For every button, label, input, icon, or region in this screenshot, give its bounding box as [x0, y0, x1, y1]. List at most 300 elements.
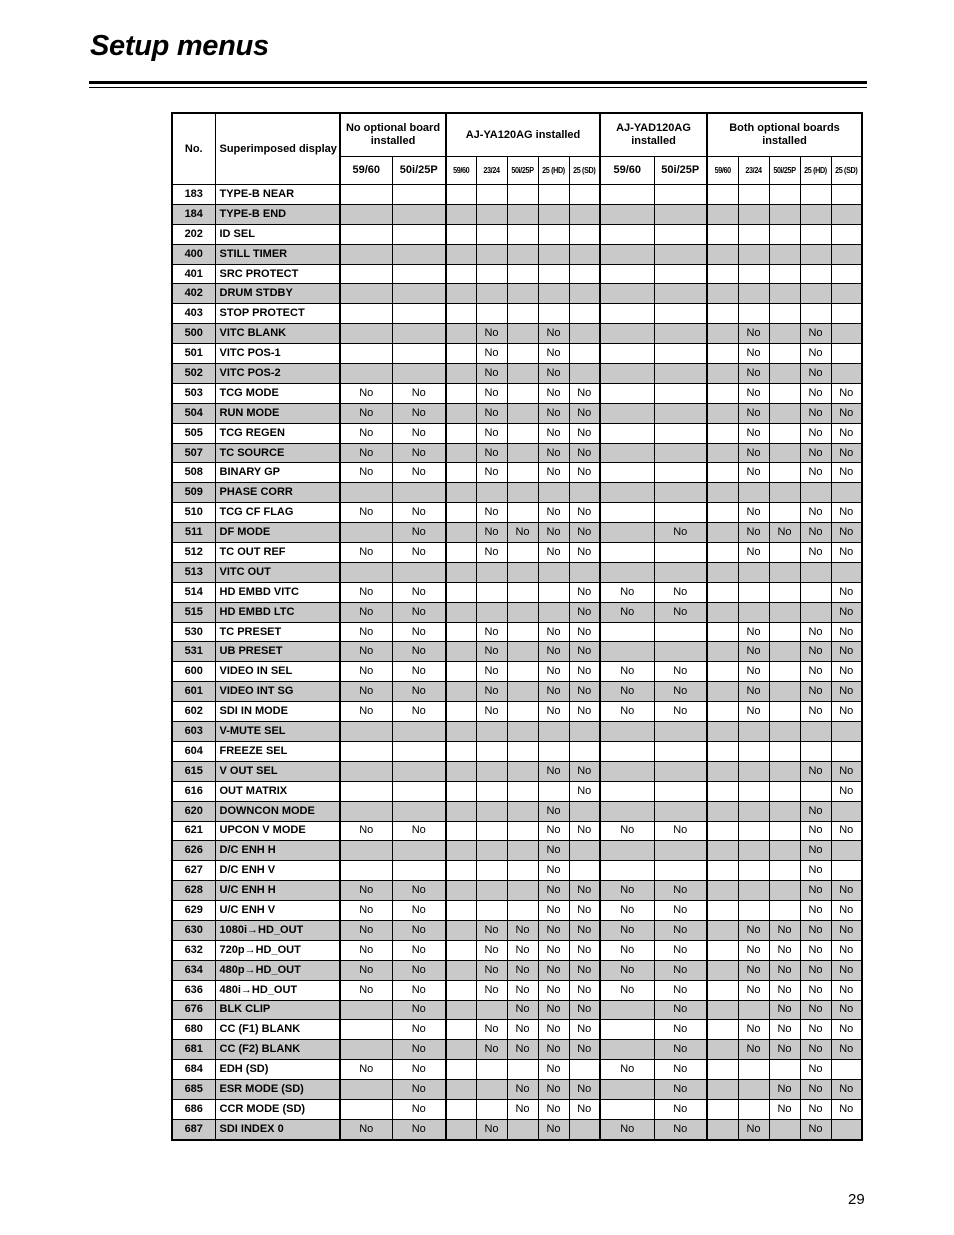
availability-cell — [476, 1080, 507, 1100]
availability-cell: No — [654, 1119, 707, 1139]
menu-item-name: ID SEL — [215, 224, 340, 244]
availability-cell — [569, 224, 600, 244]
availability-cell — [392, 185, 446, 205]
availability-cell: No — [831, 602, 862, 622]
availability-cell: No — [507, 1000, 538, 1020]
availability-cell — [446, 244, 476, 264]
menu-item-name: OUT MATRIX — [215, 781, 340, 801]
menu-number: 620 — [172, 801, 215, 821]
menu-item-name: BLK CLIP — [215, 1000, 340, 1020]
availability-cell — [738, 722, 769, 742]
availability-cell — [654, 224, 707, 244]
availability-cell: No — [507, 940, 538, 960]
availability-cell: No — [800, 920, 831, 940]
availability-cell — [769, 503, 800, 523]
availability-cell — [707, 1060, 738, 1080]
availability-cell — [738, 841, 769, 861]
availability-cell: No — [769, 1000, 800, 1020]
availability-cell — [392, 244, 446, 264]
availability-cell: No — [340, 443, 392, 463]
availability-cell — [738, 901, 769, 921]
menu-number: 507 — [172, 443, 215, 463]
menu-item-name: TCG REGEN — [215, 423, 340, 443]
menu-number: 621 — [172, 821, 215, 841]
availability-cell — [569, 722, 600, 742]
availability-cell: No — [538, 1119, 569, 1139]
menu-number: 502 — [172, 364, 215, 384]
availability-cell: No — [340, 702, 392, 722]
availability-cell — [507, 622, 538, 642]
menu-item-name: ESR MODE (SD) — [215, 1080, 340, 1100]
availability-cell: No — [340, 403, 392, 423]
availability-cell — [569, 801, 600, 821]
availability-cell — [769, 761, 800, 781]
menu-number: 508 — [172, 463, 215, 483]
availability-cell: No — [654, 821, 707, 841]
availability-cell — [707, 702, 738, 722]
availability-cell: No — [538, 801, 569, 821]
availability-cell: No — [340, 920, 392, 940]
availability-cell: No — [538, 662, 569, 682]
availability-cell: No — [569, 940, 600, 960]
availability-cell: No — [800, 841, 831, 861]
menu-number: 680 — [172, 1020, 215, 1040]
header-sub-8: 59/60 — [600, 157, 654, 185]
availability-cell — [569, 841, 600, 861]
menu-item-name: D/C ENH H — [215, 841, 340, 861]
menu-item-name: VITC OUT — [215, 562, 340, 582]
availability-cell — [831, 841, 862, 861]
table-row — [172, 562, 862, 582]
menu-number: 685 — [172, 1080, 215, 1100]
menu-item-name: VITC POS-1 — [215, 344, 340, 364]
availability-cell: No — [800, 901, 831, 921]
availability-cell: No — [800, 960, 831, 980]
availability-cell: No — [340, 960, 392, 980]
availability-cell — [507, 1060, 538, 1080]
menu-item-name: CC (F2) BLANK — [215, 1040, 340, 1060]
availability-cell — [507, 383, 538, 403]
availability-cell — [800, 582, 831, 602]
menu-number: 602 — [172, 702, 215, 722]
availability-cell: No — [340, 642, 392, 662]
availability-cell: No — [476, 443, 507, 463]
table-row — [172, 185, 862, 205]
availability-cell — [507, 423, 538, 443]
availability-cell — [707, 1020, 738, 1040]
menu-number: 403 — [172, 304, 215, 324]
availability-cell — [446, 1000, 476, 1020]
availability-cell — [831, 722, 862, 742]
availability-cell — [476, 1000, 507, 1020]
availability-cell — [446, 841, 476, 861]
availability-cell — [507, 304, 538, 324]
availability-cell: No — [392, 662, 446, 682]
availability-cell: No — [600, 960, 654, 980]
availability-cell: No — [538, 463, 569, 483]
availability-cell — [707, 324, 738, 344]
menu-number: 632 — [172, 940, 215, 960]
availability-cell: No — [476, 1020, 507, 1040]
availability-cell — [446, 901, 476, 921]
availability-cell — [340, 861, 392, 881]
availability-cell — [538, 284, 569, 304]
availability-cell — [707, 722, 738, 742]
table-row — [172, 204, 862, 224]
availability-cell: No — [738, 383, 769, 403]
availability-cell — [476, 483, 507, 503]
availability-cell — [340, 483, 392, 503]
availability-cell — [769, 622, 800, 642]
availability-cell: No — [392, 960, 446, 980]
availability-cell: No — [831, 423, 862, 443]
availability-cell: No — [476, 403, 507, 423]
title-rule-thick — [89, 81, 867, 84]
availability-cell — [654, 642, 707, 662]
availability-cell — [538, 602, 569, 622]
availability-cell — [507, 841, 538, 861]
menu-number: 603 — [172, 722, 215, 742]
availability-cell — [600, 1000, 654, 1020]
availability-cell: No — [831, 1099, 862, 1119]
availability-cell — [707, 662, 738, 682]
table-row — [172, 344, 862, 364]
availability-cell: No — [392, 642, 446, 662]
availability-cell: No — [392, 1040, 446, 1060]
availability-cell — [600, 562, 654, 582]
availability-cell — [654, 741, 707, 761]
availability-cell — [507, 204, 538, 224]
table-header — [172, 113, 862, 185]
availability-cell: No — [569, 761, 600, 781]
availability-cell: No — [392, 980, 446, 1000]
availability-cell — [831, 741, 862, 761]
availability-cell: No — [538, 1000, 569, 1020]
availability-cell — [446, 264, 476, 284]
availability-cell — [446, 662, 476, 682]
availability-cell — [569, 185, 600, 205]
table-row — [172, 602, 862, 622]
availability-cell — [507, 702, 538, 722]
availability-cell — [654, 344, 707, 364]
availability-cell: No — [569, 1020, 600, 1040]
availability-cell — [507, 403, 538, 423]
availability-cell — [446, 543, 476, 563]
availability-cell — [831, 1060, 862, 1080]
availability-cell — [446, 642, 476, 662]
availability-cell — [800, 483, 831, 503]
availability-cell: No — [831, 702, 862, 722]
availability-cell — [446, 383, 476, 403]
availability-cell — [569, 264, 600, 284]
availability-cell: No — [654, 662, 707, 682]
availability-cell: No — [476, 463, 507, 483]
availability-cell — [769, 204, 800, 224]
availability-cell — [538, 781, 569, 801]
table-row — [172, 622, 862, 642]
availability-cell — [769, 722, 800, 742]
availability-cell — [707, 821, 738, 841]
availability-cell — [340, 761, 392, 781]
availability-cell — [769, 821, 800, 841]
availability-cell — [340, 264, 392, 284]
availability-cell: No — [800, 881, 831, 901]
availability-cell — [340, 244, 392, 264]
availability-cell — [600, 1080, 654, 1100]
availability-cell — [707, 642, 738, 662]
availability-cell — [769, 463, 800, 483]
availability-cell — [446, 324, 476, 344]
availability-cell — [446, 1099, 476, 1119]
menu-number: 628 — [172, 881, 215, 901]
availability-cell — [569, 1060, 600, 1080]
menu-number: 400 — [172, 244, 215, 264]
availability-cell — [476, 761, 507, 781]
availability-cell — [446, 224, 476, 244]
availability-cell: No — [538, 344, 569, 364]
availability-cell — [738, 821, 769, 841]
table-row — [172, 224, 862, 244]
availability-cell: No — [800, 443, 831, 463]
availability-cell: No — [800, 940, 831, 960]
availability-cell — [538, 304, 569, 324]
menu-item-name: D/C ENH V — [215, 861, 340, 881]
availability-cell: No — [800, 1040, 831, 1060]
availability-cell: No — [538, 1040, 569, 1060]
availability-cell: No — [569, 901, 600, 921]
availability-cell — [600, 364, 654, 384]
menu-number: 501 — [172, 344, 215, 364]
menu-number: 627 — [172, 861, 215, 881]
availability-cell: No — [538, 881, 569, 901]
availability-cell: No — [476, 383, 507, 403]
availability-cell: No — [831, 1000, 862, 1020]
availability-cell: No — [831, 960, 862, 980]
availability-cell: No — [476, 1119, 507, 1139]
header-sub-10: 59/60 — [709, 157, 737, 185]
availability-cell — [654, 483, 707, 503]
availability-cell: No — [569, 1099, 600, 1119]
availability-cell — [476, 1099, 507, 1119]
availability-cell — [738, 602, 769, 622]
availability-cell: No — [340, 821, 392, 841]
availability-cell — [507, 324, 538, 344]
availability-cell: No — [738, 1119, 769, 1139]
table-row — [172, 463, 862, 483]
availability-cell: No — [800, 761, 831, 781]
availability-cell: No — [831, 1040, 862, 1060]
menu-item-name: HD EMBD LTC — [215, 602, 340, 622]
availability-cell: No — [738, 423, 769, 443]
availability-cell — [600, 423, 654, 443]
availability-cell: No — [538, 761, 569, 781]
availability-cell: No — [600, 682, 654, 702]
availability-cell: No — [600, 940, 654, 960]
availability-cell: No — [392, 920, 446, 940]
availability-cell — [654, 722, 707, 742]
availability-cell — [340, 1020, 392, 1040]
availability-cell — [769, 364, 800, 384]
availability-cell: No — [738, 1040, 769, 1060]
availability-cell: No — [738, 443, 769, 463]
availability-cell: No — [738, 960, 769, 980]
availability-cell: No — [738, 1020, 769, 1040]
table-row — [172, 940, 862, 960]
table-row — [172, 861, 862, 881]
availability-cell: No — [569, 443, 600, 463]
availability-cell — [769, 264, 800, 284]
availability-cell — [340, 1040, 392, 1060]
availability-cell: No — [654, 980, 707, 1000]
availability-cell — [446, 1060, 476, 1080]
availability-cell — [769, 801, 800, 821]
availability-cell: No — [476, 364, 507, 384]
availability-cell — [654, 543, 707, 563]
availability-cell: No — [538, 841, 569, 861]
menu-item-name: CCR MODE (SD) — [215, 1099, 340, 1119]
menu-item-name: VIDEO INT SG — [215, 682, 340, 702]
availability-cell — [707, 682, 738, 702]
availability-cell: No — [392, 901, 446, 921]
availability-cell: No — [800, 543, 831, 563]
availability-cell: No — [831, 901, 862, 921]
availability-cell: No — [800, 1099, 831, 1119]
availability-cell — [392, 781, 446, 801]
availability-cell — [654, 423, 707, 443]
availability-cell — [446, 881, 476, 901]
availability-cell: No — [800, 821, 831, 841]
availability-cell — [600, 403, 654, 423]
menu-item-name: TCG CF FLAG — [215, 503, 340, 523]
availability-cell — [446, 761, 476, 781]
availability-cell — [569, 204, 600, 224]
availability-cell: No — [569, 1000, 600, 1020]
availability-cell: No — [476, 662, 507, 682]
availability-cell — [654, 781, 707, 801]
availability-cell: No — [538, 1080, 569, 1100]
availability-cell — [476, 582, 507, 602]
availability-cell — [831, 304, 862, 324]
availability-cell — [507, 483, 538, 503]
availability-cell: No — [831, 940, 862, 960]
availability-cell — [476, 741, 507, 761]
availability-cell: No — [392, 582, 446, 602]
availability-cell — [507, 543, 538, 563]
availability-cell — [738, 185, 769, 205]
availability-cell — [738, 881, 769, 901]
availability-cell: No — [831, 682, 862, 702]
availability-cell: No — [800, 662, 831, 682]
availability-cell: No — [538, 383, 569, 403]
table-row — [172, 1099, 862, 1119]
availability-cell: No — [769, 1080, 800, 1100]
menu-item-name: DOWNCON MODE — [215, 801, 340, 821]
availability-cell — [769, 582, 800, 602]
availability-cell: No — [476, 1040, 507, 1060]
availability-cell — [738, 562, 769, 582]
availability-cell — [769, 304, 800, 324]
availability-cell — [538, 741, 569, 761]
availability-cell — [507, 781, 538, 801]
header-group-aj-yad120ag: AJ-YAD120AG installed — [600, 113, 707, 157]
availability-cell — [800, 244, 831, 264]
menu-item-name: STOP PROTECT — [215, 304, 340, 324]
menu-item-name: TYPE-B NEAR — [215, 185, 340, 205]
availability-cell — [538, 185, 569, 205]
availability-cell — [800, 722, 831, 742]
availability-cell: No — [392, 1080, 446, 1100]
table-row — [172, 801, 862, 821]
menu-item-name: TC PRESET — [215, 622, 340, 642]
availability-cell — [707, 582, 738, 602]
menu-item-name: BINARY GP — [215, 463, 340, 483]
table-row — [172, 582, 862, 602]
availability-cell: No — [538, 523, 569, 543]
table-row — [172, 1020, 862, 1040]
availability-cell: No — [738, 503, 769, 523]
availability-cell — [800, 781, 831, 801]
availability-cell — [707, 344, 738, 364]
availability-cell: No — [769, 1020, 800, 1040]
availability-cell — [707, 741, 738, 761]
availability-cell: No — [392, 523, 446, 543]
availability-cell: No — [800, 861, 831, 881]
availability-cell — [707, 463, 738, 483]
availability-cell — [340, 523, 392, 543]
availability-cell — [600, 523, 654, 543]
availability-cell — [476, 841, 507, 861]
availability-cell: No — [476, 642, 507, 662]
availability-cell — [707, 423, 738, 443]
table-row — [172, 960, 862, 980]
availability-cell — [600, 722, 654, 742]
table-row — [172, 383, 862, 403]
header-sub-6: 25 (HD) — [540, 157, 568, 185]
availability-cell — [769, 284, 800, 304]
availability-cell: No — [738, 980, 769, 1000]
table-row — [172, 324, 862, 344]
availability-cell — [738, 1060, 769, 1080]
table-row — [172, 1060, 862, 1080]
availability-cell — [707, 523, 738, 543]
availability-cell — [769, 682, 800, 702]
availability-cell: No — [569, 403, 600, 423]
availability-cell — [769, 224, 800, 244]
availability-cell: No — [340, 602, 392, 622]
availability-cell — [707, 622, 738, 642]
menu-number: 500 — [172, 324, 215, 344]
availability-cell — [769, 185, 800, 205]
availability-cell: No — [831, 523, 862, 543]
availability-cell — [340, 781, 392, 801]
availability-cell: No — [340, 940, 392, 960]
availability-cell — [654, 801, 707, 821]
availability-cell — [707, 801, 738, 821]
availability-cell — [507, 582, 538, 602]
availability-cell: No — [392, 1099, 446, 1119]
availability-cell — [600, 1099, 654, 1119]
availability-cell: No — [392, 821, 446, 841]
menu-number: 505 — [172, 423, 215, 443]
availability-cell: No — [654, 702, 707, 722]
availability-cell: No — [831, 980, 862, 1000]
availability-cell: No — [600, 1119, 654, 1139]
availability-cell: No — [831, 1080, 862, 1100]
availability-cell — [800, 284, 831, 304]
availability-cell — [707, 224, 738, 244]
availability-cell — [340, 562, 392, 582]
availability-cell: No — [476, 503, 507, 523]
